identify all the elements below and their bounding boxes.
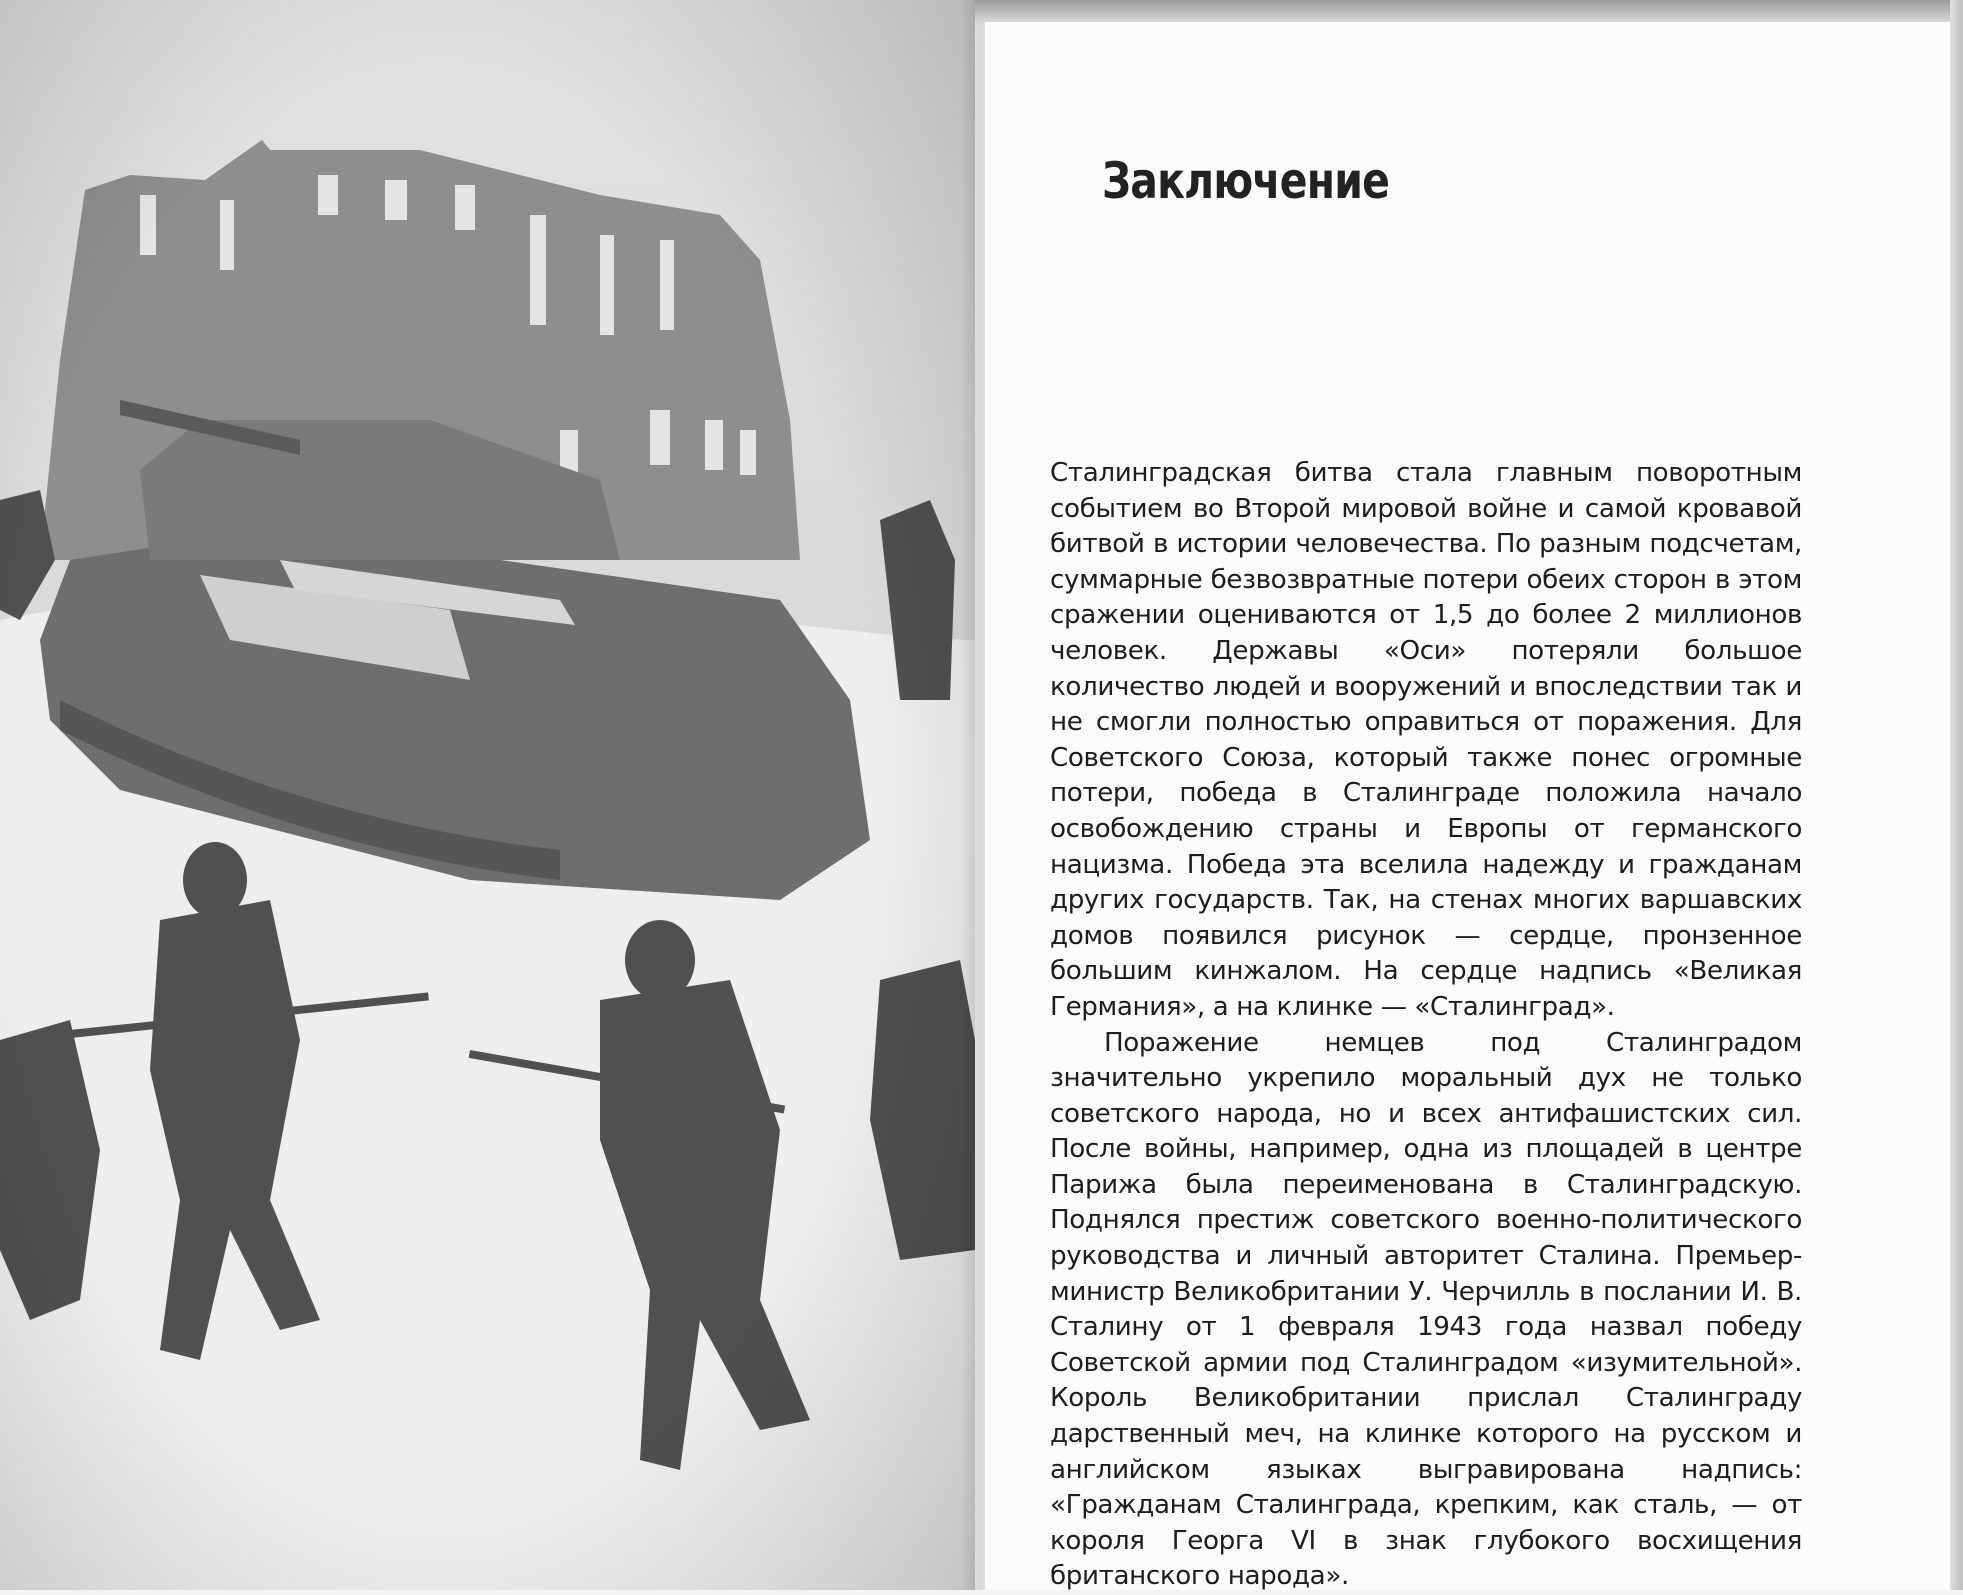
paragraph-1: Сталинградская битва стала главным поворотным событием во Второй мировой войне и самой кровавой битвой в истории человечества. По разным подсчетам, суммарные безвозвратные потери обеих сторон в этом сражении оцениваются от 1,5 до более 2 миллионов человек. Державы «Оси» потеряли большое количество людей и вооружений и впоследствии так и не смогли полностью оправиться от поражения. Для Советского Союза, который также понес огромные потери, победа в Сталинграде положила начало освобождению страны и Европы от германского нацизма. Победа эта вселила надежду и гражданам других государств. Так, на стенах многих варшавских домов появился рисунок — сердце, пронзенное большим кинжалом. На сердце надпись «Великая Германия», а на клинке — «Сталинград». — [1050, 456, 1802, 1026]
chapter-title: Заключение — [1102, 152, 1389, 210]
page-top-shadow — [975, 0, 1963, 22]
battle-photo-illustration — [0, 0, 975, 1590]
page-right-edge — [1950, 0, 1963, 1590]
chapter-body — [1050, 456, 1802, 1595]
left-page-photo — [0, 0, 975, 1590]
paragraph-2: Поражение немцев под Сталинградом значительно укрепило моральный дух не только советского народа, но и всех антифашистских сил. После войны, например, одна из площадей в центре Парижа была переименована в Сталинградскую. Поднялся престиж советского военно-политического руководства и личный авторитет Сталина. Премьер-министр Великобритании У. Черчилль в послании И. В. Сталину от 1 февраля 1943 года назвал победу Советской армии под Сталинградом «изумительной». Король Великобритании прислал Сталинграду дарственный меч, на клинке которого на русском и английском языках выгравирована надпись: «Гражданам Сталинграда, крепким, как сталь, — от короля Георга VI в знак глубокого восхищения британского народа». — [1050, 1026, 1802, 1595]
